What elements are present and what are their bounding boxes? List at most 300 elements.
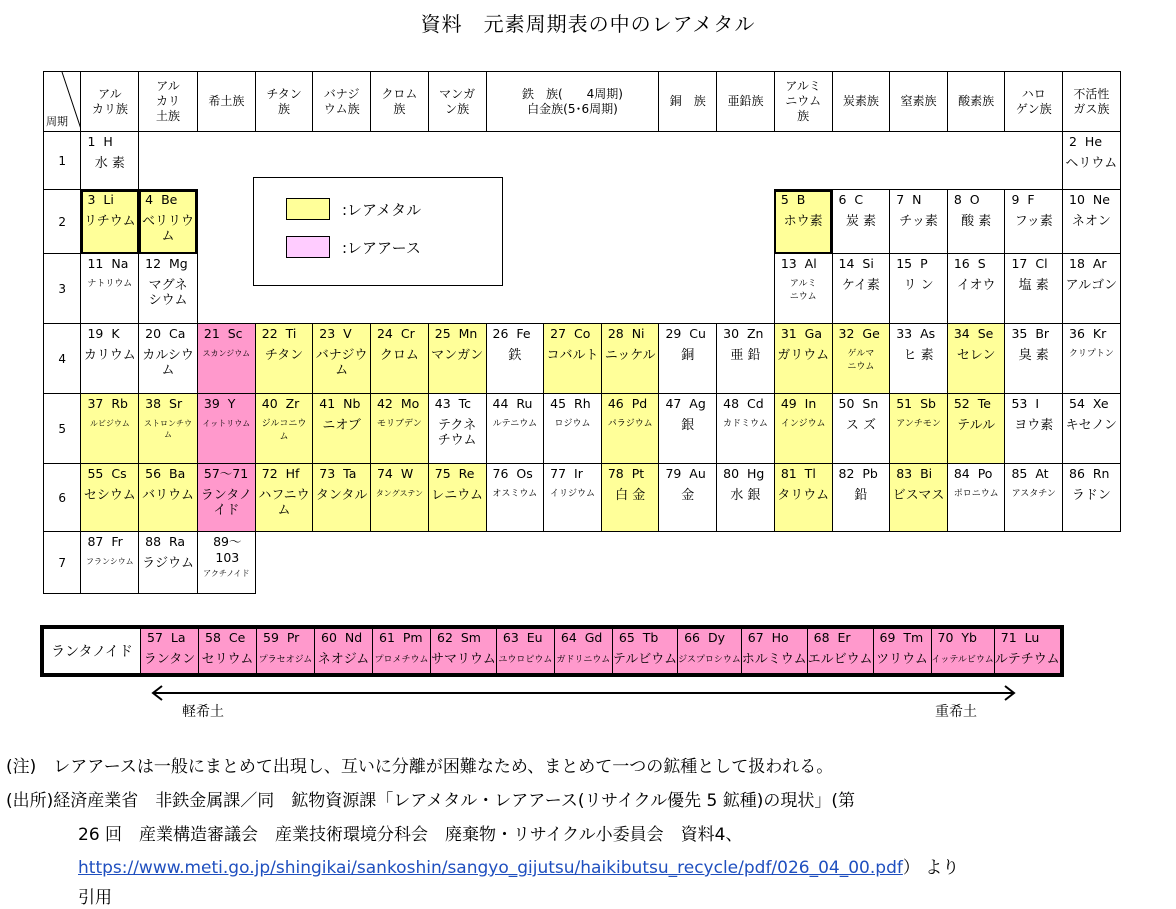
- element-symbol: 87 Fr: [87, 534, 123, 549]
- element-name: ニオブ: [322, 418, 361, 433]
- element-cell-f: [1005, 190, 1063, 254]
- element-symbol: 32 Ge: [838, 326, 880, 341]
- element-name: ルビジウム: [89, 419, 130, 428]
- element-symbol: 62 Sm: [437, 630, 481, 645]
- element-symbol: 34 Se: [953, 326, 994, 341]
- element-symbol: 27 Co: [550, 326, 591, 341]
- element-name: カルシウム: [142, 348, 194, 378]
- element-symbol: 66 Dy: [684, 630, 725, 645]
- element-symbol: 58 Ce: [205, 630, 246, 645]
- group-header: クロム 族: [370, 72, 428, 132]
- element-cell-ni: [601, 324, 659, 394]
- element-name: ケイ素: [841, 278, 880, 293]
- element-name: 金: [681, 488, 695, 503]
- period-number: 1: [44, 132, 81, 190]
- group-header: アルミ ニウム 族: [774, 72, 832, 132]
- element-symbol: 60 Nd: [321, 630, 363, 645]
- element-symbol: 76 Os: [492, 466, 533, 481]
- element-symbol: 88 Ra: [145, 534, 186, 549]
- element-name: モリブデン: [376, 419, 422, 429]
- group-header: 窒素族: [890, 72, 948, 132]
- period-number: 5: [44, 394, 81, 464]
- element-name: バナジウム: [315, 348, 368, 378]
- legend-box: [253, 177, 503, 286]
- element-symbol: 26 Fe: [492, 326, 531, 341]
- lanthanoid-cell: [994, 629, 1060, 674]
- element-name: フッ素: [1014, 214, 1053, 229]
- period-label: 周期: [46, 115, 68, 128]
- element-symbol: 6 C: [838, 192, 864, 207]
- element-name: チッ素: [899, 214, 938, 229]
- element-name: ホルミウム: [741, 652, 807, 667]
- element-cell-po: [947, 464, 1005, 532]
- element-cell-ti: [255, 324, 313, 394]
- element-name: ラドン: [1071, 488, 1111, 503]
- double-arrow-icon: [150, 683, 1017, 703]
- element-cell-ta: [313, 464, 371, 532]
- element-symbol: 78 Pt: [607, 466, 645, 481]
- element-symbol: 79 Au: [665, 466, 706, 481]
- note-text: (注) レアアースは一般にまとめて出現し、互いに分離が困難なため、まとめて一つの鉱種として扱われる。: [6, 757, 834, 777]
- group-header: アル カリ 土族: [139, 72, 198, 132]
- element-cell-pb: [832, 464, 890, 532]
- element-symbol: 5 B: [780, 192, 806, 207]
- element-name: バリウム: [142, 488, 194, 503]
- element-name: 亜 鉛: [730, 348, 761, 363]
- element-symbol: 74 W: [376, 466, 414, 481]
- source-line-1: (出所)経済産業省 非鉄金属課／同 鉱物資源課「レアメタル・レアアース(リサイクル優先 5 鉱種)の現状」(第: [6, 791, 856, 811]
- element-name: 炭 素: [845, 214, 876, 229]
- element-name: セシウム: [83, 488, 136, 503]
- element-name: セレン: [956, 348, 996, 363]
- element-symbol: 3 Li: [87, 192, 114, 207]
- element-name: ルテチウム: [994, 652, 1060, 667]
- element-cell-si: [832, 254, 890, 324]
- group-header: ハロ ゲン族: [1005, 72, 1063, 132]
- element-name: 酸 素: [961, 214, 992, 229]
- element-name: ガリウム: [777, 348, 830, 363]
- group-header: アル カリ族: [81, 72, 139, 132]
- element-symbol: 19 K: [87, 326, 120, 341]
- lanthanoid-cell: [807, 629, 873, 674]
- lanthanoid-cell: [141, 629, 199, 674]
- element-symbol: 85 At: [1011, 466, 1049, 481]
- element-cell-se: [947, 324, 1005, 394]
- element-name: クリプトン: [1068, 349, 1114, 359]
- element-name: ネオン: [1071, 214, 1111, 229]
- lanthanoid-label: ランタノイド: [44, 629, 141, 674]
- lanthanoid-cell: [612, 629, 677, 674]
- element-name: イットリウム: [202, 419, 251, 428]
- source-line-3: [78, 853, 959, 878]
- element-name: タングステン: [375, 489, 423, 498]
- period-number: 4: [44, 324, 81, 394]
- element-symbol: 39 Y: [203, 396, 236, 411]
- element-name: アンチモン: [896, 419, 941, 429]
- lanthanoid-cell: [741, 629, 807, 674]
- element-cell-co: [544, 324, 602, 394]
- element-symbol: 59 Pr: [263, 630, 300, 645]
- element-symbol: 8 O: [953, 192, 980, 207]
- element-name: ガドリニウム: [556, 655, 611, 665]
- element-name: ルテニウム: [492, 419, 538, 429]
- element-name: スカンジウム: [202, 349, 251, 358]
- element-cell-cl: [1005, 254, 1063, 324]
- element-symbol: 57～71: [203, 466, 249, 481]
- element-symbol: 14 Si: [838, 256, 874, 271]
- element-symbol: 20 Ca: [145, 326, 186, 341]
- lanthanoid-cell: [873, 629, 931, 674]
- element-symbol: 54 Xe: [1069, 396, 1109, 411]
- element-symbol: 64 Gd: [560, 630, 603, 645]
- element-cell-zn: [717, 324, 775, 394]
- element-name: テクネ チウム: [437, 418, 477, 448]
- element-name: コバルト: [546, 348, 599, 363]
- element-name: 水 銀: [730, 488, 761, 503]
- element-cell-sc: [197, 324, 255, 394]
- element-symbol: 17 Cl: [1011, 256, 1048, 271]
- period-number: 7: [44, 532, 81, 594]
- element-name: アクチノイド: [203, 569, 250, 578]
- element-cell-c: [832, 190, 890, 254]
- legend-rare-metal-swatch: [286, 198, 330, 220]
- element-cell-ag: [659, 394, 717, 464]
- element-name: セリウム: [201, 652, 254, 667]
- element-cell-sr: [139, 394, 198, 464]
- rare-earth-arrow: [150, 683, 1017, 720]
- element-symbol: 82 Pb: [838, 466, 878, 481]
- element-cell-rh: [544, 394, 602, 464]
- legend-rare-metal: [286, 198, 496, 220]
- element-name: サマリウム: [431, 652, 496, 667]
- element-name: パラジウム: [607, 419, 653, 429]
- element-cell-be: [139, 190, 198, 254]
- element-cell-nb: [313, 394, 371, 464]
- element-symbol: 50 Sn: [838, 396, 879, 411]
- heavy-rare-earth-label: 重希土: [935, 704, 977, 720]
- element-symbol: 36 Kr: [1069, 326, 1107, 341]
- element-cell-mn: [428, 324, 486, 394]
- element-symbol: 4 Be: [145, 192, 178, 207]
- element-symbol: 51 Sb: [896, 396, 936, 411]
- element-symbol: 52 Te: [953, 396, 991, 411]
- element-symbol: 80 Hg: [723, 466, 765, 481]
- element-cell-au: [659, 464, 717, 532]
- element-symbol: 1 H: [87, 134, 113, 149]
- element-symbol: 63 Eu: [502, 630, 543, 645]
- element-cell-ba: [139, 464, 198, 532]
- element-cell-fr: [81, 532, 139, 594]
- element-name: ヒ 素: [903, 348, 934, 363]
- element-cell-ra: [139, 532, 198, 594]
- element-name: フランシウム: [85, 557, 134, 566]
- source-line-4: 引用: [78, 888, 112, 908]
- element-cell-re: [428, 464, 486, 532]
- element-cell-hf: [255, 464, 313, 532]
- element-symbol: 77 Ir: [550, 466, 583, 481]
- element-symbol: 47 Ag: [665, 396, 706, 411]
- period-corner-header: [44, 72, 81, 132]
- element-name: インジウム: [780, 419, 826, 429]
- element-symbol: 81 Tl: [780, 466, 816, 481]
- element-name: イッテルビウム: [931, 655, 994, 665]
- element-name: クロム: [379, 348, 419, 363]
- element-symbol: 16 S: [953, 256, 986, 271]
- element-cell-tl: [774, 464, 832, 532]
- element-name: ヨウ素: [1014, 418, 1054, 433]
- element-symbol: 46 Pd: [607, 396, 648, 411]
- element-cell-sn: [832, 394, 890, 464]
- element-cell-cs: [81, 464, 139, 532]
- lanthanoid-cell: [554, 629, 612, 674]
- element-cell-tc: [428, 394, 486, 464]
- legend-rare-metal-label: :レアメタル: [342, 201, 422, 219]
- element-symbol: 67 Ho: [747, 630, 789, 645]
- element-cell-w: [370, 464, 428, 532]
- group-header: 亜鉛族: [717, 72, 775, 132]
- element-cell-in: [774, 394, 832, 464]
- element-cell-br: [1005, 324, 1063, 394]
- source-url-suffix: ） より: [902, 858, 960, 878]
- element-symbol: 33 As: [896, 326, 936, 341]
- element-cell-k: [81, 324, 139, 394]
- element-cell-fe: [486, 324, 544, 394]
- element-symbol: 15 P: [896, 256, 928, 271]
- lanthanoid-cell: [678, 629, 742, 674]
- legend-rare-earth: [286, 236, 496, 258]
- group-header: チタン 族: [255, 72, 313, 132]
- group-header: 酸素族: [947, 72, 1005, 132]
- element-name: 鉛: [854, 488, 868, 503]
- element-cell-as: [890, 324, 948, 394]
- element-name: ナトリウム: [87, 279, 133, 289]
- element-symbol: 75 Re: [434, 466, 475, 481]
- element-name: イリジウム: [550, 489, 595, 499]
- element-symbol: 61 Pm: [379, 630, 423, 645]
- element-name: タンタル: [315, 488, 368, 503]
- element-name: ニッケル: [604, 348, 656, 363]
- lanthanoid-cell: [315, 629, 373, 674]
- element-symbol: 18 Ar: [1069, 256, 1107, 271]
- element-cell-n: [890, 190, 948, 254]
- element-name: タリウム: [777, 488, 830, 503]
- element-cell-bi: [890, 464, 948, 532]
- element-symbol: 37 Rb: [87, 396, 128, 411]
- element-cell-ru: [486, 394, 544, 464]
- element-name: マンガン: [431, 348, 484, 363]
- element-name: ツリウム: [876, 652, 928, 667]
- element-name: ベリリウム: [142, 214, 195, 244]
- element-name: テルル: [957, 418, 996, 433]
- element-symbol: 43 Tc: [434, 396, 471, 411]
- element-symbol: 30 Zn: [723, 326, 764, 341]
- element-symbol: 12 Mg: [145, 256, 188, 271]
- element-cell-pd: [601, 394, 659, 464]
- element-cell-at: [1005, 464, 1063, 532]
- period-number: 6: [44, 464, 81, 532]
- group-header: 銅 族: [659, 72, 717, 132]
- element-cell-v: [313, 324, 371, 394]
- group-header: 不活性 ガス族: [1063, 72, 1121, 132]
- element-cell-rn: [1063, 464, 1121, 532]
- element-symbol: 73 Ta: [319, 466, 357, 481]
- element-cell-h: [81, 132, 139, 190]
- element-cell-y: [197, 394, 255, 464]
- source-url-link[interactable]: https://www.meti.go.jp/shingikai/sankoshin/sangyo_gijutsu/haikibutsu_recycle/pdf/026_04_00.pdf: [78, 858, 903, 878]
- element-symbol: 11 Na: [87, 256, 129, 271]
- element-name: リ ン: [903, 278, 934, 293]
- group-header: マンガ ン族: [428, 72, 486, 132]
- element-symbol: 31 Ga: [780, 326, 823, 341]
- lanthanoid-cell: [931, 629, 994, 674]
- element-name: カドミウム: [723, 419, 768, 429]
- element-cell-kr: [1063, 324, 1121, 394]
- element-symbol: 70 Yb: [937, 630, 977, 645]
- element-name: マグネ シウム: [148, 278, 188, 308]
- element-name: 塩 素: [1018, 278, 1049, 293]
- element-cell-zr: [255, 394, 313, 464]
- element-name: ロジウム: [554, 419, 591, 429]
- element-symbol: 23 V: [319, 326, 352, 341]
- element-cell-i: [1005, 394, 1063, 464]
- element-cell-s: [947, 254, 1005, 324]
- element-cell-mo: [370, 394, 428, 464]
- element-symbol: 35 Br: [1011, 326, 1050, 341]
- element-cell-ar: [1063, 254, 1121, 324]
- group-header: 希土族: [197, 72, 255, 132]
- element-symbol: 53 I: [1011, 396, 1040, 411]
- element-cell-mg: [139, 254, 198, 324]
- lanthanoid-table: [43, 628, 1061, 674]
- lanthanoid-cell: [257, 629, 315, 674]
- element-name: 水 素: [94, 156, 125, 171]
- element-symbol: 86 Rn: [1069, 466, 1110, 481]
- element-name: テルビウム: [612, 652, 678, 667]
- element-symbol: 42 Mo: [376, 396, 420, 411]
- element-symbol: 49 In: [780, 396, 817, 411]
- element-name: ヘリウム: [1065, 156, 1118, 171]
- legend-rare-earth-swatch: [286, 236, 330, 258]
- element-name: オスミウム: [492, 489, 538, 499]
- lanthanoid-cell: [496, 629, 554, 674]
- element-name: アルミ ニウム: [789, 279, 817, 302]
- element-cell-cu: [659, 324, 717, 394]
- element-symbol: 21 Sc: [203, 326, 243, 341]
- element-cell-o: [947, 190, 1005, 254]
- element-symbol: 89～ 103: [213, 534, 242, 565]
- element-name: ホウ素: [783, 214, 823, 229]
- element-cell-ac89: [197, 532, 255, 594]
- lanthanoid-cell: [431, 629, 497, 674]
- element-symbol: 13 Al: [780, 256, 817, 271]
- element-name: 銅: [681, 348, 695, 363]
- element-symbol: 45 Rh: [550, 396, 591, 411]
- element-symbol: 9 F: [1011, 192, 1035, 207]
- element-cell-ga: [774, 324, 832, 394]
- element-symbol: 84 Po: [953, 466, 993, 481]
- element-cell-ge: [832, 324, 890, 394]
- element-symbol: 2 He: [1069, 134, 1103, 149]
- element-symbol: 41 Nb: [319, 396, 361, 411]
- element-cell-cd: [717, 394, 775, 464]
- element-name: ス ズ: [845, 418, 876, 433]
- element-cell-cr: [370, 324, 428, 394]
- element-symbol: 7 N: [896, 192, 922, 207]
- element-name: 白 金: [615, 488, 646, 503]
- element-cell-he: [1063, 132, 1121, 190]
- element-name: カリウム: [83, 348, 136, 363]
- element-cell-pt: [601, 464, 659, 532]
- element-name: プラセオジム: [258, 655, 313, 665]
- element-name: イオウ: [956, 278, 996, 293]
- element-cell-na: [81, 254, 139, 324]
- element-cell-hg: [717, 464, 775, 532]
- lanthanoid-cell: [373, 629, 431, 674]
- element-name: レニウム: [431, 488, 484, 503]
- element-cell-ne: [1063, 190, 1121, 254]
- element-name: ジスプロシウム: [678, 655, 741, 665]
- element-cell-xe: [1063, 394, 1121, 464]
- element-symbol: 65 Tb: [618, 630, 659, 645]
- element-name: チタン: [264, 348, 304, 363]
- element-name: アルゴン: [1065, 278, 1118, 293]
- element-name: キセノン: [1065, 418, 1118, 433]
- element-name: プロメチウム: [374, 655, 429, 665]
- page-title: 資料 元素周期表の中のレアメタル: [420, 12, 756, 36]
- element-symbol: 22 Ti: [261, 326, 297, 341]
- element-name: ビスマス: [892, 488, 945, 503]
- element-cell-ca: [139, 324, 198, 394]
- element-name: ユウロピウム: [498, 655, 553, 665]
- element-name: リチウム: [84, 214, 136, 229]
- element-symbol: 72 Hf: [261, 466, 300, 481]
- element-name: ストロンチウム: [144, 419, 193, 439]
- element-symbol: 44 Ru: [492, 396, 533, 411]
- element-cell-al: [774, 254, 832, 324]
- element-cell-os: [486, 464, 544, 532]
- element-cell-li: [81, 190, 139, 254]
- group-header: バナジ ウム族: [313, 72, 371, 132]
- element-symbol: 29 Cu: [665, 326, 706, 341]
- lanthanoid-cell: [199, 629, 257, 674]
- element-name: ランタン: [143, 652, 196, 667]
- element-symbol: 69 Tm: [879, 630, 924, 645]
- empty-region: [255, 532, 1120, 594]
- element-cell-b: [774, 190, 832, 254]
- element-cell-la57: [197, 464, 255, 532]
- element-symbol: 10 Ne: [1069, 192, 1110, 207]
- element-symbol: 38 Sr: [145, 396, 183, 411]
- element-name: ネオジム: [317, 652, 370, 667]
- element-symbol: 55 Cs: [87, 466, 127, 481]
- period-number: 2: [44, 190, 81, 254]
- element-symbol: 71 Lu: [1000, 630, 1040, 645]
- element-name: エルビウム: [807, 652, 873, 667]
- element-symbol: 57 La: [147, 630, 186, 645]
- periodic-table: [43, 71, 1176, 594]
- element-symbol: 68 Er: [813, 630, 851, 645]
- element-symbol: 40 Zr: [261, 396, 300, 411]
- element-symbol: 83 Bi: [896, 466, 933, 481]
- element-cell-rb: [81, 394, 139, 464]
- element-name: 臭 素: [1018, 348, 1049, 363]
- source-line-2: 26 回 産業構造審議会 産業技術環境分科会 廃棄物・リサイクル小委員会 資料4、: [78, 825, 743, 845]
- element-cell-ir: [544, 464, 602, 532]
- element-symbol: 28 Ni: [607, 326, 645, 341]
- element-symbol: 48 Cd: [723, 396, 764, 411]
- element-name: 鉄: [508, 348, 522, 363]
- element-cell-p: [890, 254, 948, 324]
